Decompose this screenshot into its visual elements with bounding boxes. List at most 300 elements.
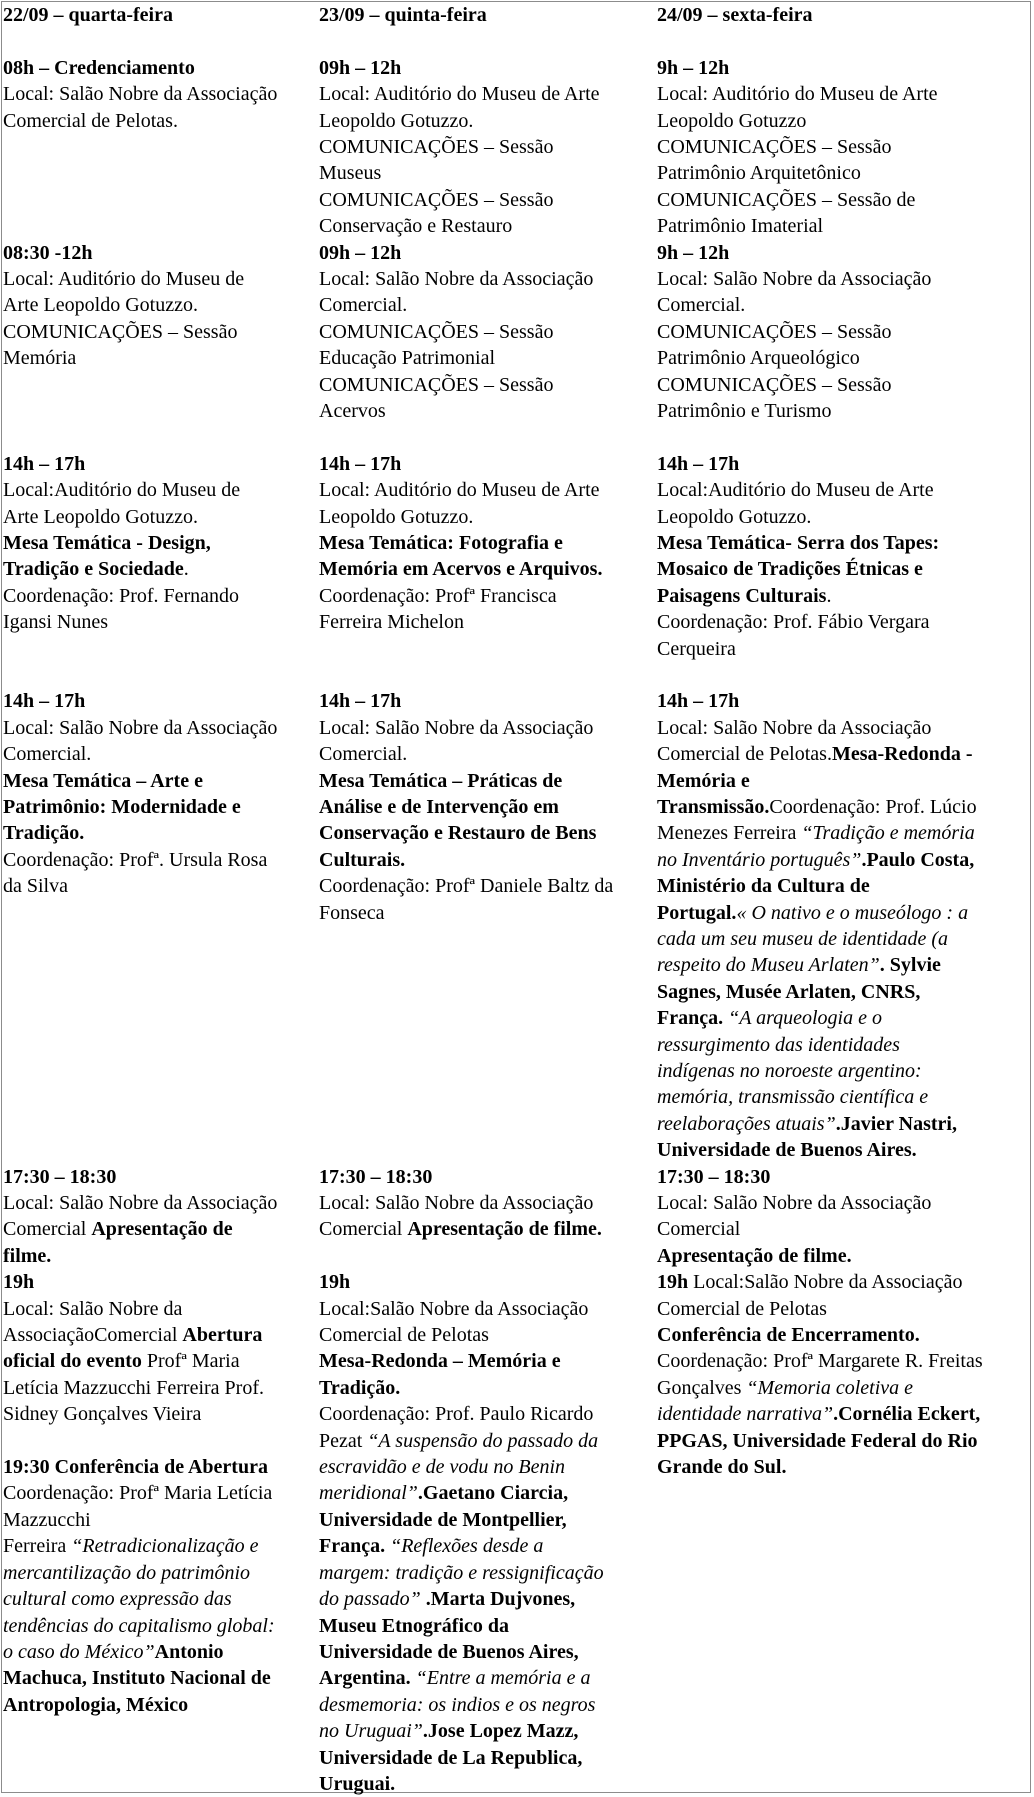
event-block (657, 1164, 1029, 1481)
text-line (657, 504, 1029, 530)
text-run: Memória e (657, 769, 750, 792)
text-run: Patrimônio e Turismo (657, 400, 832, 423)
text-line (319, 1428, 659, 1454)
text-run: Local: Salão Nobre da Associação (3, 1192, 278, 1214)
text-line (657, 1269, 1029, 1295)
text-run: Transmissão. (657, 796, 770, 819)
text-line (657, 741, 1029, 767)
text-line (319, 1164, 659, 1190)
text-line (319, 81, 659, 107)
text-line (319, 240, 659, 266)
text-run: Portugal. (657, 901, 737, 924)
text-line (3, 768, 321, 794)
text-run: Museus (319, 162, 382, 185)
text-line (657, 847, 1029, 873)
text-line (319, 556, 659, 582)
text-line (319, 873, 659, 899)
text-line (657, 187, 1029, 213)
text-line (3, 1613, 321, 1639)
text-run: Leopoldo Gotuzzo. (319, 505, 474, 528)
text-run: Tradição. (319, 1376, 401, 1399)
text-run: Mesa Temática: Fotografia e (319, 532, 563, 555)
text-line (3, 1533, 321, 1559)
text-run: AssociaçãoComercial (3, 1324, 183, 1347)
text-line (319, 1322, 659, 1348)
text-line (3, 583, 321, 609)
text-run: Mesa-Redonda – Memória e (319, 1350, 561, 1373)
text-run: o caso do México” (3, 1640, 155, 1663)
text-run: Menezes Ferreira (657, 822, 802, 845)
text-run: COMUNICAÇÕES – Sessão de (657, 188, 916, 211)
text-run: Letícia Mazzucchi Ferreira Prof. (3, 1376, 264, 1399)
text-run: Local: Auditório do Museu de Arte (319, 479, 600, 502)
text-line (319, 609, 659, 635)
text-run: “A suspensão do passado da (367, 1429, 599, 1452)
text-line (319, 847, 659, 873)
text-run: Ministério da Cultura de (657, 875, 870, 898)
text-line (3, 108, 321, 134)
text-run: Profª Maria (141, 1350, 240, 1373)
text-run: Gonçalves (657, 1376, 747, 1399)
event-block (657, 451, 1029, 662)
text-run: Apresentação de filme. (657, 1244, 852, 1267)
text-line (319, 1692, 659, 1718)
text-line (319, 160, 659, 186)
text-line (3, 1507, 321, 1533)
text-line (3, 240, 321, 266)
text-run: “Retradicionalização e (71, 1535, 259, 1558)
text-line (319, 1269, 659, 1295)
text-run: Local:Salão Nobre da Associação (319, 1297, 589, 1320)
text-run: Local: Salão Nobre da Associação (319, 1192, 594, 1214)
schedule-table (3, 2, 1031, 1794)
text-run: . (826, 584, 832, 607)
text-run: “Tradição e memória (801, 822, 975, 845)
text-line (319, 187, 659, 213)
text-line (657, 1111, 1029, 1137)
text-run: Local: Auditório do Museu de Arte (319, 83, 600, 106)
text-line (3, 530, 321, 556)
text-run: .Jose Lopez Mazz, (422, 1720, 579, 1743)
text-run: 19:30 Conferência de Abertura (3, 1456, 268, 1479)
text-line (319, 1216, 659, 1242)
text-line (319, 768, 659, 794)
text-run: 19h (657, 1271, 689, 1294)
text-line (3, 451, 321, 477)
text-run: cultural como expressão das (3, 1588, 232, 1611)
text-run: Mesa Temática - Design, (3, 532, 211, 555)
text-line (319, 1665, 659, 1691)
text-run: Comercial (319, 1218, 408, 1241)
event-block (657, 688, 1029, 1163)
text-run: Pezat (319, 1429, 368, 1452)
text-line (657, 345, 1029, 371)
text-line (319, 266, 659, 292)
text-line (319, 1480, 659, 1506)
text-run: Apresentação de filme. (407, 1218, 602, 1241)
text-line (3, 609, 321, 635)
text-run: do passado” (319, 1588, 421, 1611)
text-run: Local: Salão Nobre da Associação (657, 268, 932, 290)
text-line (657, 81, 1029, 107)
text-line (3, 477, 321, 503)
text-line (657, 979, 1029, 1005)
text-line (3, 1216, 321, 1242)
text-run: Uruguai. (319, 1772, 396, 1795)
text-run: tendências do capitalismo global: (3, 1614, 275, 1637)
text-run: identidade narrativa” (657, 1403, 834, 1426)
text-line (3, 715, 321, 741)
text-line (319, 1190, 659, 1216)
text-run: Patrimônio Arquitetônico (657, 162, 861, 185)
text-run: Leopoldo Gotuzzo. (319, 109, 474, 132)
event-block (3, 240, 321, 372)
text-run: 09h – 12h (319, 56, 402, 79)
text-line (3, 1269, 321, 1295)
text-line (657, 134, 1029, 160)
text-run: escravidão e de vodu no Benin (319, 1456, 566, 1479)
text-line (657, 1190, 1029, 1216)
text-run: 14h – 17h (319, 690, 402, 713)
text-line (319, 1401, 659, 1427)
text-run: Abertura (182, 1324, 263, 1347)
text-run: 9h – 12h (657, 56, 730, 79)
text-run: França. (319, 1535, 386, 1558)
text-line (657, 160, 1029, 186)
event-block (319, 688, 659, 926)
text-run: Comercial de Pelotas. (3, 109, 178, 132)
text-run: Argentina. (319, 1667, 411, 1690)
text-run: Comercial (657, 1218, 741, 1241)
text-line (3, 1560, 321, 1586)
text-run: . (183, 558, 189, 581)
text-line (3, 345, 321, 371)
text-run: no Inventário português” (657, 848, 862, 871)
text-run: Universidade de La Republica, (319, 1746, 583, 1769)
text-run: 14h – 17h (657, 690, 740, 713)
text-run: .Javier Nastri, (835, 1112, 957, 1135)
text-run: COMUNICAÇÕES – Sessão (319, 373, 554, 396)
text-line (657, 1137, 1029, 1163)
text-run: Comercial de Pelotas (657, 1297, 827, 1320)
event-block (3, 688, 321, 899)
text-run: Arte Leopoldo Gotuzzo. (3, 294, 198, 317)
text-line (319, 820, 659, 846)
day-header: 24/09 – sexta-feira (657, 4, 813, 26)
text-run: Comercial. (319, 294, 408, 317)
text-line (657, 266, 1029, 292)
text-line (319, 213, 659, 239)
text-line (3, 1401, 321, 1427)
text-line (657, 1375, 1029, 1401)
text-run: da Silva (3, 875, 68, 898)
text-line (3, 266, 321, 292)
text-line (319, 504, 659, 530)
text-run: Mesa Temática – Arte e (3, 769, 203, 792)
text-run: ressurgimento das identidades (657, 1033, 900, 1056)
text-run: Museu Etnográfico da (319, 1614, 509, 1637)
text-line (3, 873, 321, 899)
event-block (657, 55, 1029, 240)
event-block (319, 240, 659, 425)
text-line (3, 1348, 321, 1374)
text-line (657, 1005, 1029, 1031)
text-line (657, 609, 1029, 635)
text-line (319, 1507, 659, 1533)
text-run: Análise e de Intervenção em (319, 796, 559, 819)
text-line (319, 1560, 659, 1586)
text-line (319, 1243, 659, 1269)
text-line (657, 583, 1029, 609)
text-line (319, 1745, 659, 1771)
event-block (657, 240, 1029, 425)
text-run: Igansi Nunes (3, 611, 108, 634)
text-line (657, 451, 1029, 477)
text-line (319, 55, 659, 81)
text-run: Mesa Temática – Práticas de (319, 769, 563, 792)
text-run: Local:Auditório do Museu de (3, 479, 241, 502)
text-run: 09h – 12h (319, 241, 402, 264)
text-run: Universidade de Buenos Aires. (657, 1139, 917, 1162)
text-line (657, 952, 1029, 978)
text-run: Tradição. (3, 822, 85, 845)
event-block (3, 55, 321, 134)
text-line (3, 1665, 321, 1691)
text-run: Leopoldo Gotuzzo. (657, 505, 812, 528)
text-run: Universidade de Montpellier, (319, 1508, 567, 1531)
text-line (3, 794, 321, 820)
text-run: cada um seu museu de identidade (a (657, 928, 949, 951)
text-line (319, 1375, 659, 1401)
text-run: « O nativo e o museólogo : a (736, 901, 969, 924)
text-line (657, 477, 1029, 503)
text-run: Leopoldo Gotuzzo (657, 109, 807, 132)
text-run: Ferreira (3, 1535, 72, 1558)
text-run: Comercial. (3, 743, 92, 766)
text-run: Conservação e Restauro (319, 215, 513, 238)
text-run: Local: Salão Nobre da Associação (319, 716, 594, 739)
text-run: Patrimônio Arqueológico (657, 347, 860, 370)
text-line (319, 583, 659, 609)
text-line (319, 372, 659, 398)
text-run: PPGAS, Universidade Federal do Rio (657, 1429, 978, 1452)
text-run: respeito do Museu Arlaten” (657, 954, 880, 977)
text-line (657, 873, 1029, 899)
text-run: Cerqueira (657, 637, 736, 660)
text-run: Antropologia, México (3, 1693, 189, 1716)
text-line (657, 319, 1029, 345)
text-run: .Paulo Costa, (861, 848, 975, 871)
text-line (3, 820, 321, 846)
text-line (319, 1533, 659, 1559)
text-line (3, 1480, 321, 1506)
text-line (319, 1586, 659, 1612)
text-line (319, 1718, 659, 1744)
text-line (3, 292, 321, 318)
text-run: 19h (3, 1271, 35, 1294)
text-line (319, 134, 659, 160)
text-line (3, 556, 321, 582)
text-line (657, 820, 1029, 846)
text-run: COMUNICAÇÕES – Sessão (657, 320, 892, 343)
text-run: COMUNICAÇÕES – Sessão (3, 320, 238, 343)
text-run: Arte Leopoldo Gotuzzo. (3, 505, 198, 528)
text-line (319, 108, 659, 134)
text-line (657, 688, 1029, 714)
text-run: 17:30 – 18:30 (319, 1165, 433, 1188)
text-run: 14h – 17h (319, 452, 402, 475)
text-line (657, 794, 1029, 820)
text-line (657, 1032, 1029, 1058)
text-line (657, 1164, 1029, 1190)
text-run: Coordenação: Profª Maria Letícia (3, 1482, 273, 1505)
text-line (657, 1401, 1029, 1427)
text-line (3, 1692, 321, 1718)
text-line (3, 504, 321, 530)
text-line (657, 1348, 1029, 1374)
text-run: COMUNICAÇÕES – Sessão (319, 136, 554, 159)
text-run: 17:30 – 18:30 (657, 1165, 771, 1188)
text-run: Coordenação: Prof. Lúcio (769, 796, 977, 819)
text-line (657, 240, 1029, 266)
text-run: Fonseca (319, 901, 385, 924)
text-run: 08:30 -12h (3, 241, 93, 264)
text-line (657, 292, 1029, 318)
text-run: França. (657, 1007, 724, 1030)
text-line (657, 556, 1029, 582)
text-line (3, 741, 321, 767)
text-line (657, 715, 1029, 741)
text-run: Acervos (319, 400, 386, 423)
text-run: Coordenação: Profª Francisca (319, 584, 557, 607)
text-run: “Entre a memória e a (410, 1667, 591, 1690)
text-run: Comercial (3, 1218, 92, 1241)
text-run: “A arqueologia e o (723, 1007, 882, 1030)
text-line (3, 81, 321, 107)
text-run: Local: Auditório do Museu de (3, 268, 245, 290)
text-run: Tradição e Sociedade (3, 558, 184, 581)
text-run: 14h – 17h (657, 452, 740, 475)
text-run: Local: Salão Nobre da Associação (3, 716, 278, 739)
text-run: Patrimônio Imaterial (657, 215, 824, 238)
text-run: 19h (319, 1271, 351, 1294)
text-line (3, 319, 321, 345)
text-line (319, 1613, 659, 1639)
text-run: Antonio (154, 1640, 224, 1663)
text-run: Local: Salão Nobre da Associação (3, 83, 278, 106)
text-line (657, 372, 1029, 398)
text-line (319, 319, 659, 345)
text-run: Comercial de Pelotas. (657, 743, 832, 766)
text-line (319, 794, 659, 820)
text-run: oficial do evento (3, 1350, 142, 1373)
text-run: COMUNICAÇÕES – Sessão (319, 320, 554, 343)
text-line (319, 1348, 659, 1374)
text-run: Local: Auditório do Museu de Arte (657, 83, 938, 106)
text-line (657, 398, 1029, 424)
text-run: Local: Salão Nobre da Associação (319, 268, 594, 290)
text-line (319, 292, 659, 318)
text-run: Mesa Temática- Serra dos Tapes: (657, 532, 940, 555)
text-run: Apresentação de (91, 1218, 233, 1241)
event-block (319, 451, 659, 636)
text-line (3, 55, 321, 81)
text-line (657, 1296, 1029, 1322)
text-line (319, 1454, 659, 1480)
text-run: Educação Patrimonial (319, 347, 496, 370)
text-run: Coordenação: Prof. Paulo Ricardo (319, 1403, 594, 1426)
text-run: Coordenação: Prof. Fábio Vergara (657, 611, 930, 634)
text-run: 14h – 17h (3, 690, 86, 713)
text-run: indígenas no noroeste argentino: (657, 1060, 922, 1083)
text-line (657, 636, 1029, 662)
text-run: memória, transmissão científica e (657, 1086, 929, 1109)
event-block (3, 451, 321, 636)
text-line (319, 1296, 659, 1322)
text-run: Memória (3, 347, 77, 370)
event-block (319, 1164, 659, 1797)
text-run: Local: Salão Nobre da (3, 1297, 183, 1320)
text-line (3, 1375, 321, 1401)
text-run: reelaborações atuais” (657, 1112, 836, 1135)
text-line (657, 768, 1029, 794)
text-line (657, 213, 1029, 239)
text-line (319, 1639, 659, 1665)
text-run: Mazzucchi (3, 1508, 91, 1531)
text-line (657, 1243, 1029, 1269)
text-line (3, 1639, 321, 1665)
text-line (319, 900, 659, 926)
text-run: Universidade de Buenos Aires, (319, 1640, 579, 1663)
text-run: Grande do Sul. (657, 1456, 787, 1479)
text-run: Coordenação: Profª Daniele Baltz da (319, 875, 614, 898)
text-run: filme. (3, 1244, 52, 1267)
text-run: Culturais. (319, 848, 406, 871)
text-run: meridional” (319, 1482, 418, 1505)
text-line (3, 1586, 321, 1612)
text-run: COMUNICAÇÕES – Sessão (657, 373, 892, 396)
text-run: mercantilização do patrimônio (3, 1561, 251, 1584)
text-line (3, 847, 321, 873)
text-run: Conferência de Encerramento. (657, 1324, 920, 1347)
text-run: no Uruguai” (319, 1720, 423, 1743)
text-run: Mosaico de Tradições Étnicas e (657, 558, 923, 581)
text-run: Mesa-Redonda - (831, 743, 973, 766)
text-run: COMUNICAÇÕES – Sessão (319, 188, 554, 211)
text-run: Patrimônio: Modernidade e (3, 796, 241, 819)
event-block (3, 1164, 321, 1719)
text-run: .Cornélia Eckert, (833, 1403, 981, 1426)
text-run: Local:Salão Nobre da Associação (688, 1271, 963, 1294)
text-run: Sidney Gonçalves Vieira (3, 1403, 202, 1426)
text-run: “Reflexões desde a (385, 1535, 544, 1558)
text-line (319, 345, 659, 371)
text-line (657, 55, 1029, 81)
text-line (3, 1243, 321, 1269)
text-line (657, 1428, 1029, 1454)
text-line (319, 688, 659, 714)
text-run: 08h – Credenciamento (3, 56, 195, 79)
text-line (3, 1428, 321, 1454)
text-run: Memória em Acervos e Arquivos. (319, 558, 603, 581)
text-run: Conservação e Restauro de Bens (319, 822, 597, 845)
text-run: COMUNICAÇÕES – Sessão (657, 136, 892, 159)
text-run: 17:30 – 18:30 (3, 1165, 117, 1188)
text-line (657, 1454, 1029, 1480)
text-line (657, 926, 1029, 952)
text-line (319, 715, 659, 741)
text-run: Sagnes, Musée Arlaten, CNRS, (657, 980, 921, 1003)
